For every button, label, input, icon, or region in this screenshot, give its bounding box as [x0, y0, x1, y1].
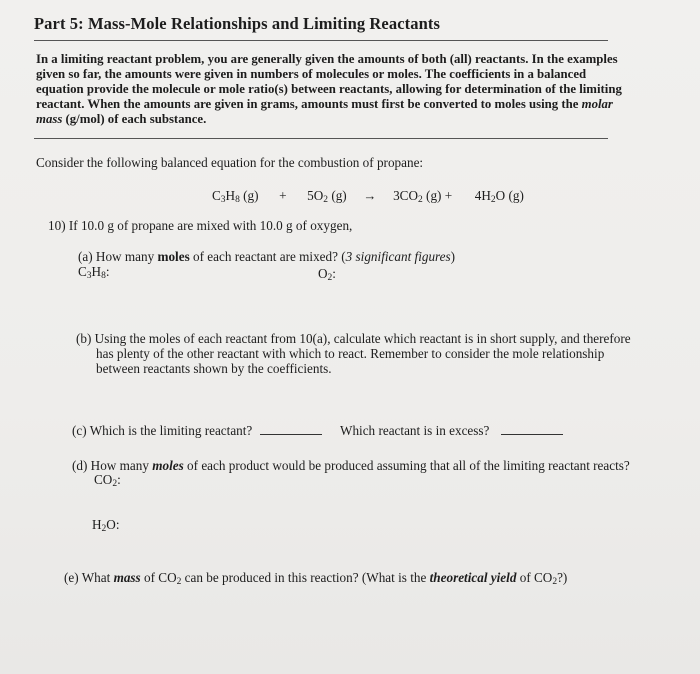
answer-label-o2: $O_2$: [318, 266, 336, 283]
intro-italic-mass: mass [36, 112, 63, 126]
consider-text: Consider the following balanced equation for the combustion of propane: [36, 155, 424, 170]
qb-line: (b) Using the moles of each reactant from 10(a), calculate which reactant is in short supply, and therefore [76, 331, 631, 346]
intro-paragraph [36, 52, 662, 127]
intro-line: In a limiting reactant problem, you are generally given the amounts of both (all) reactants. In the examples [36, 52, 618, 66]
page-title: Part 5: Mass-Mole Relationships and Limiting Reactants [34, 14, 440, 33]
limiting-answer-blank[interactable] [260, 433, 322, 435]
answer-label-c3h8: $C_3H_8$: [78, 264, 110, 281]
intro-rule [34, 138, 608, 139]
intro-line: reactant. When the amounts are given in grams, amounts must first be converted to moles using the molar [36, 97, 613, 111]
propane-formula: $C_3H_8$ (g) [212, 188, 259, 205]
reaction-arrow: → [363, 188, 377, 203]
question-d: (d) How many moles of each product would be produced assuming that all of the limiting reactant reacts? [72, 458, 630, 473]
question-10: 10) If 10.0 g of propane are mixed with 10.0 g of oxygen, [48, 218, 353, 233]
qa-bold-moles: moles [157, 249, 190, 264]
intro-line: given so far, the amounts were given in numbers of molecules or moles. The coefficients in a balanced [36, 67, 587, 81]
question-c-excess [340, 423, 563, 439]
balanced-equation [212, 188, 524, 204]
question-b [76, 331, 631, 376]
question-e: (e) What mass of $CO_2$ can be produced in this reaction? (What is the theoretical yield of $CO_2$?) [64, 570, 568, 587]
h2o-formula: $4H_2O$ (g) [474, 188, 524, 205]
qe-italic-mass: mass [113, 570, 141, 585]
qc-excess-text: Which reactant is in excess? [340, 423, 490, 438]
intro-line: mass (g/mol) of each substance. [36, 112, 207, 126]
qb-line: has plenty of the other reactant with which to react. Remember to consider the mole relationship [96, 346, 605, 361]
intro-line: equation provide the molecule or mole ratio(s) between reactants, allowing for determination of the limiting [36, 82, 622, 96]
title-rule [34, 40, 608, 41]
question-a: (a) How many moles of each reactant are mixed? (3 significant figures) [78, 249, 456, 264]
plus-sign: + [279, 188, 287, 203]
co2-formula: $3CO_2$ (g) + [393, 188, 453, 205]
answer-label-h2o: $H_2O$: [92, 517, 120, 534]
qb-line: between reactants shown by the coefficients. [96, 361, 332, 376]
intro-italic-molar: molar [581, 97, 613, 111]
excess-answer-blank[interactable] [501, 433, 563, 435]
qa-italic-sigfigs: 3 significant figures [345, 249, 451, 264]
question-c [72, 423, 322, 439]
qe-italic-theoretical-yield: theoretical yield [429, 570, 517, 585]
qc-limiting-text: (c) Which is the limiting reactant? [72, 423, 253, 438]
answer-label-co2: $CO_2$: [94, 472, 121, 489]
qd-italic-moles: moles [152, 458, 184, 473]
oxygen-formula: $5O_2$ (g) [307, 188, 347, 205]
